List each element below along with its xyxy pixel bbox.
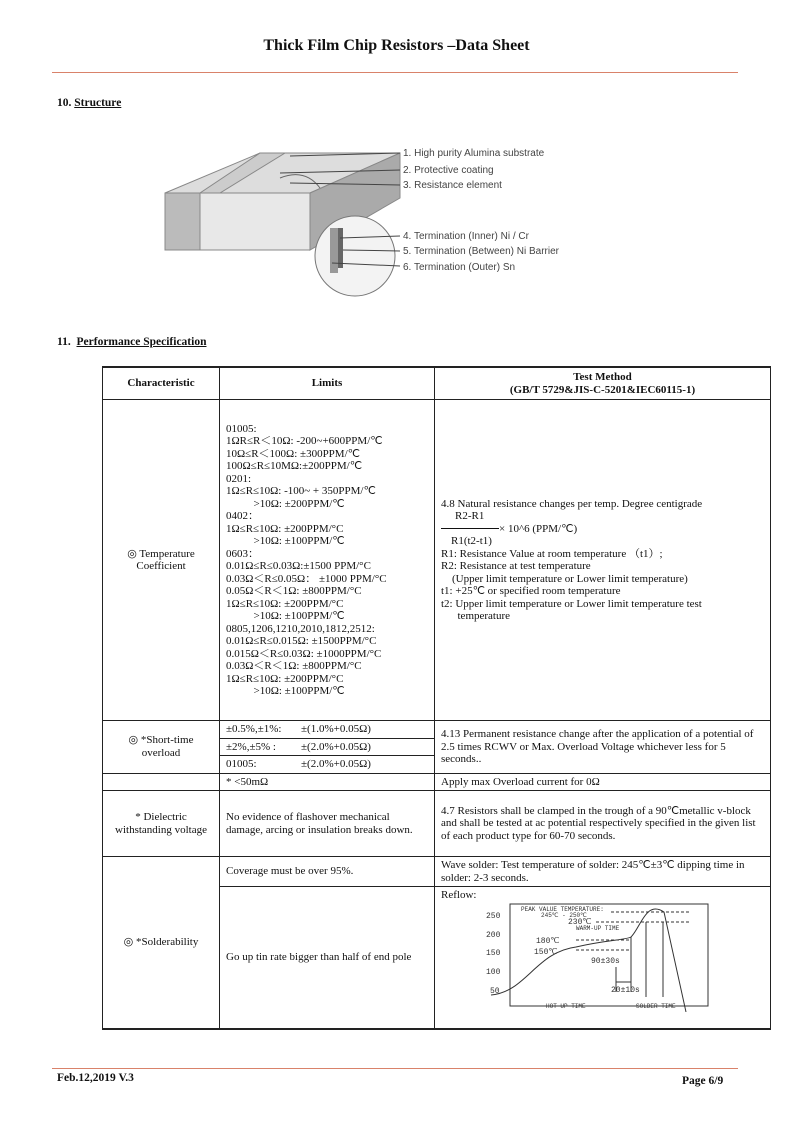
zero-ohm-method: Apply max Overload current for 0Ω — [435, 773, 771, 791]
char-temperature-coefficient: ◎ Temperature Coefficient — [103, 400, 220, 721]
solder-limit-2: Go up tin rate bigger than half of end pole — [220, 887, 435, 1029]
table-row — [103, 791, 771, 857]
text-line: 1ΩR≤R＜10Ω: -200~+600PPM/℃ — [226, 435, 383, 447]
solder-method-1: Wave solder: Test temperature of solder: 245℃±3℃ dipping time in solder: 2-3 seconds. — [435, 857, 771, 887]
text-line: 0201: — [226, 472, 252, 485]
footer-page: Page 6/9 — [682, 1075, 724, 1087]
short-limit-2 — [220, 738, 435, 756]
method-definitions — [441, 548, 764, 623]
text-line: 0.03Ω＜R≤0.05Ω： ±1000 PPM/°C — [226, 572, 387, 585]
label-between-termination: 5. Termination (Between) Ni Barrier — [403, 246, 559, 257]
text-line: R2: Resistance at test temperature — [441, 560, 591, 572]
header-characteristic: Characteristic — [103, 367, 220, 400]
performance-table — [102, 366, 771, 1030]
tolerance: ±2%,±5% : — [226, 740, 276, 753]
header-line: (GB/T 5729&JIS-C-5201&IEC60115-1) — [509, 383, 696, 396]
char-solderability: ◎ *Solderability — [103, 857, 220, 1029]
y-tick: 150 — [486, 948, 501, 958]
temp-230: 230℃ — [568, 917, 592, 927]
short-limit-3 — [220, 756, 435, 774]
text-line: t2: Upper limit temperature or Lower limit temperature test — [441, 597, 702, 610]
section-number: 11. — [57, 336, 71, 348]
text-line: 01005: — [226, 422, 257, 435]
label-substrate: 1. High purity Alumina substrate — [403, 148, 545, 159]
y-tick: 50 — [490, 986, 500, 996]
temp-limits — [220, 400, 435, 721]
temp-180: 180℃ — [536, 936, 560, 946]
solder-time-label: SOLDER TIME — [636, 1002, 676, 1010]
text-line: 100Ω≤R≤10MΩ:±200PPM/℃ — [226, 460, 363, 472]
short-limit-1 — [220, 721, 435, 739]
text-line: t1: +25℃ or specified room temperature — [441, 585, 621, 597]
header-limits: Limits — [220, 367, 435, 400]
dielectric-method: 4.7 Resistors shall be clamped in the trough of a 90℃metallic v-block and shall be tested at ac potential respectively specified in the given list of each product type for 60-70 seconds. — [435, 791, 771, 857]
footer-divider — [52, 1068, 738, 1069]
section-number: 10. — [57, 97, 72, 109]
table-row — [103, 857, 771, 887]
text-line: 0.01Ω≤R≤0.03Ω:±1500 PPM/°C — [226, 560, 371, 572]
table-header-row — [103, 367, 771, 400]
section-10-heading — [57, 97, 121, 109]
warmup-duration: 90±30s — [591, 956, 620, 966]
y-tick: 200 — [486, 930, 501, 940]
text-line: >10Ω: ±100PPM/℃ — [226, 610, 345, 622]
text-line: 1Ω≤R≤10Ω: ±200PPM/°C — [226, 522, 344, 535]
label-inner-termination: 4. Termination (Inner) Ni / Cr — [403, 231, 529, 242]
table-row — [103, 773, 771, 791]
text-line: 10Ω≤R＜100Ω: ±300PPM/℃ — [226, 447, 360, 460]
tolerance: 01005: — [226, 758, 257, 770]
text-line: temperature — [441, 610, 511, 622]
formula-numerator: R2-R1 — [455, 510, 485, 522]
table-row — [103, 721, 771, 739]
temp-150: 150℃ — [534, 947, 558, 957]
text-line: 0.015Ω＜R≤0.03Ω: ±1000PPM/°C — [226, 647, 382, 660]
section-11-heading — [57, 336, 206, 348]
text-line: 1Ω≤R≤10Ω: ±200PPM/°C — [226, 597, 344, 610]
text-line: 0805,1206,1210,2010,1812,2512: — [226, 622, 375, 635]
warmup-label: WARM-UP TIME — [576, 924, 620, 932]
text-line: R1: Resistance Value at room temperature （t1）; — [441, 547, 663, 560]
label-outer-termination: 6. Termination (Outer) Sn — [403, 262, 516, 273]
text-line: 1Ω≤R≤10Ω: -100~ + 350PPM/℃ — [226, 485, 376, 497]
text-line: 0603： — [226, 547, 259, 560]
text-line: 1Ω≤R≤10Ω: ±200PPM/°C — [226, 672, 344, 685]
text-line: 0.03Ω＜R＜1Ω: ±800PPM/°C — [226, 660, 362, 672]
char-short-time-overload: ◎ *Short-time overload — [103, 721, 220, 774]
method-intro: 4.8 Natural resistance changes per temp. Degree centigrade — [441, 497, 703, 510]
reflow-label: Reflow: — [441, 889, 477, 901]
y-tick: 250 — [486, 911, 501, 921]
limit-value: ±(1.0%+0.05Ω) — [301, 723, 371, 735]
page-title: Thick Film Chip Resistors –Data Sheet — [263, 37, 530, 54]
short-method: 4.13 Permanent resistance change after the application of a potential of 2.5 times RCWV or Max. Overload Voltage whichever less for 5 seconds.. — [435, 721, 771, 774]
label-protective-coating: 2. Protective coating — [403, 165, 494, 176]
text-line: >10Ω: ±100PPM/℃ — [226, 535, 345, 547]
section-title: Structure — [74, 97, 122, 109]
zero-ohm-limit: * <50mΩ — [220, 773, 435, 791]
solder-method-2 — [435, 887, 771, 1029]
solder-duration: 20±10s — [611, 985, 640, 995]
header-line: Test Method — [573, 371, 632, 383]
header-divider — [52, 72, 738, 73]
dielectric-limits: No evidence of flashover mechanical damage, arcing or insulation breaks down. — [220, 791, 435, 857]
text-line: (Upper limit temperature or Lower limit temperature) — [441, 572, 688, 585]
formula-multiplier: × 10^6 (PPM/℃) — [499, 522, 578, 535]
temp-method — [435, 400, 771, 721]
char-dielectric: * Dielectric withstanding voltage — [103, 791, 220, 857]
y-tick: 100 — [486, 967, 501, 977]
header-test-method — [435, 367, 771, 400]
limit-value: ±(2.0%+0.05Ω) — [301, 758, 371, 770]
text-line: >10Ω: ±100PPM/℃ — [226, 685, 345, 697]
footer-date: Feb.12,2019 V.3 — [57, 1072, 134, 1084]
tolerance: ±0.5%,±1%: — [226, 723, 282, 735]
section-title: Performance Specification — [76, 336, 207, 348]
peak-range: 245℃ - 250℃ — [541, 911, 587, 919]
peak-label: PEAK VALUE TEMPERATURE: — [521, 905, 604, 913]
solder-limit-1: Coverage must be over 95%. — [220, 857, 435, 887]
structure-diagram — [160, 138, 580, 298]
label-resistance-element: 3. Resistance element — [403, 180, 502, 191]
table-row — [103, 400, 771, 721]
text-line: 0.01Ω≤R≤0.015Ω: ±1500PPM/°C — [226, 635, 377, 647]
text-line: >10Ω: ±200PPM/℃ — [226, 497, 345, 510]
hot-up-label: HOT UP TIME — [546, 1002, 586, 1010]
formula-denominator: R1(t2-t1) — [451, 535, 492, 547]
reflow-profile-chart — [486, 902, 716, 1012]
text-line: 0402： — [226, 510, 259, 522]
limit-value: ±(2.0%+0.05Ω) — [301, 740, 371, 753]
text-line: 0.05Ω＜R＜1Ω: ±800PPM/°C — [226, 585, 362, 597]
